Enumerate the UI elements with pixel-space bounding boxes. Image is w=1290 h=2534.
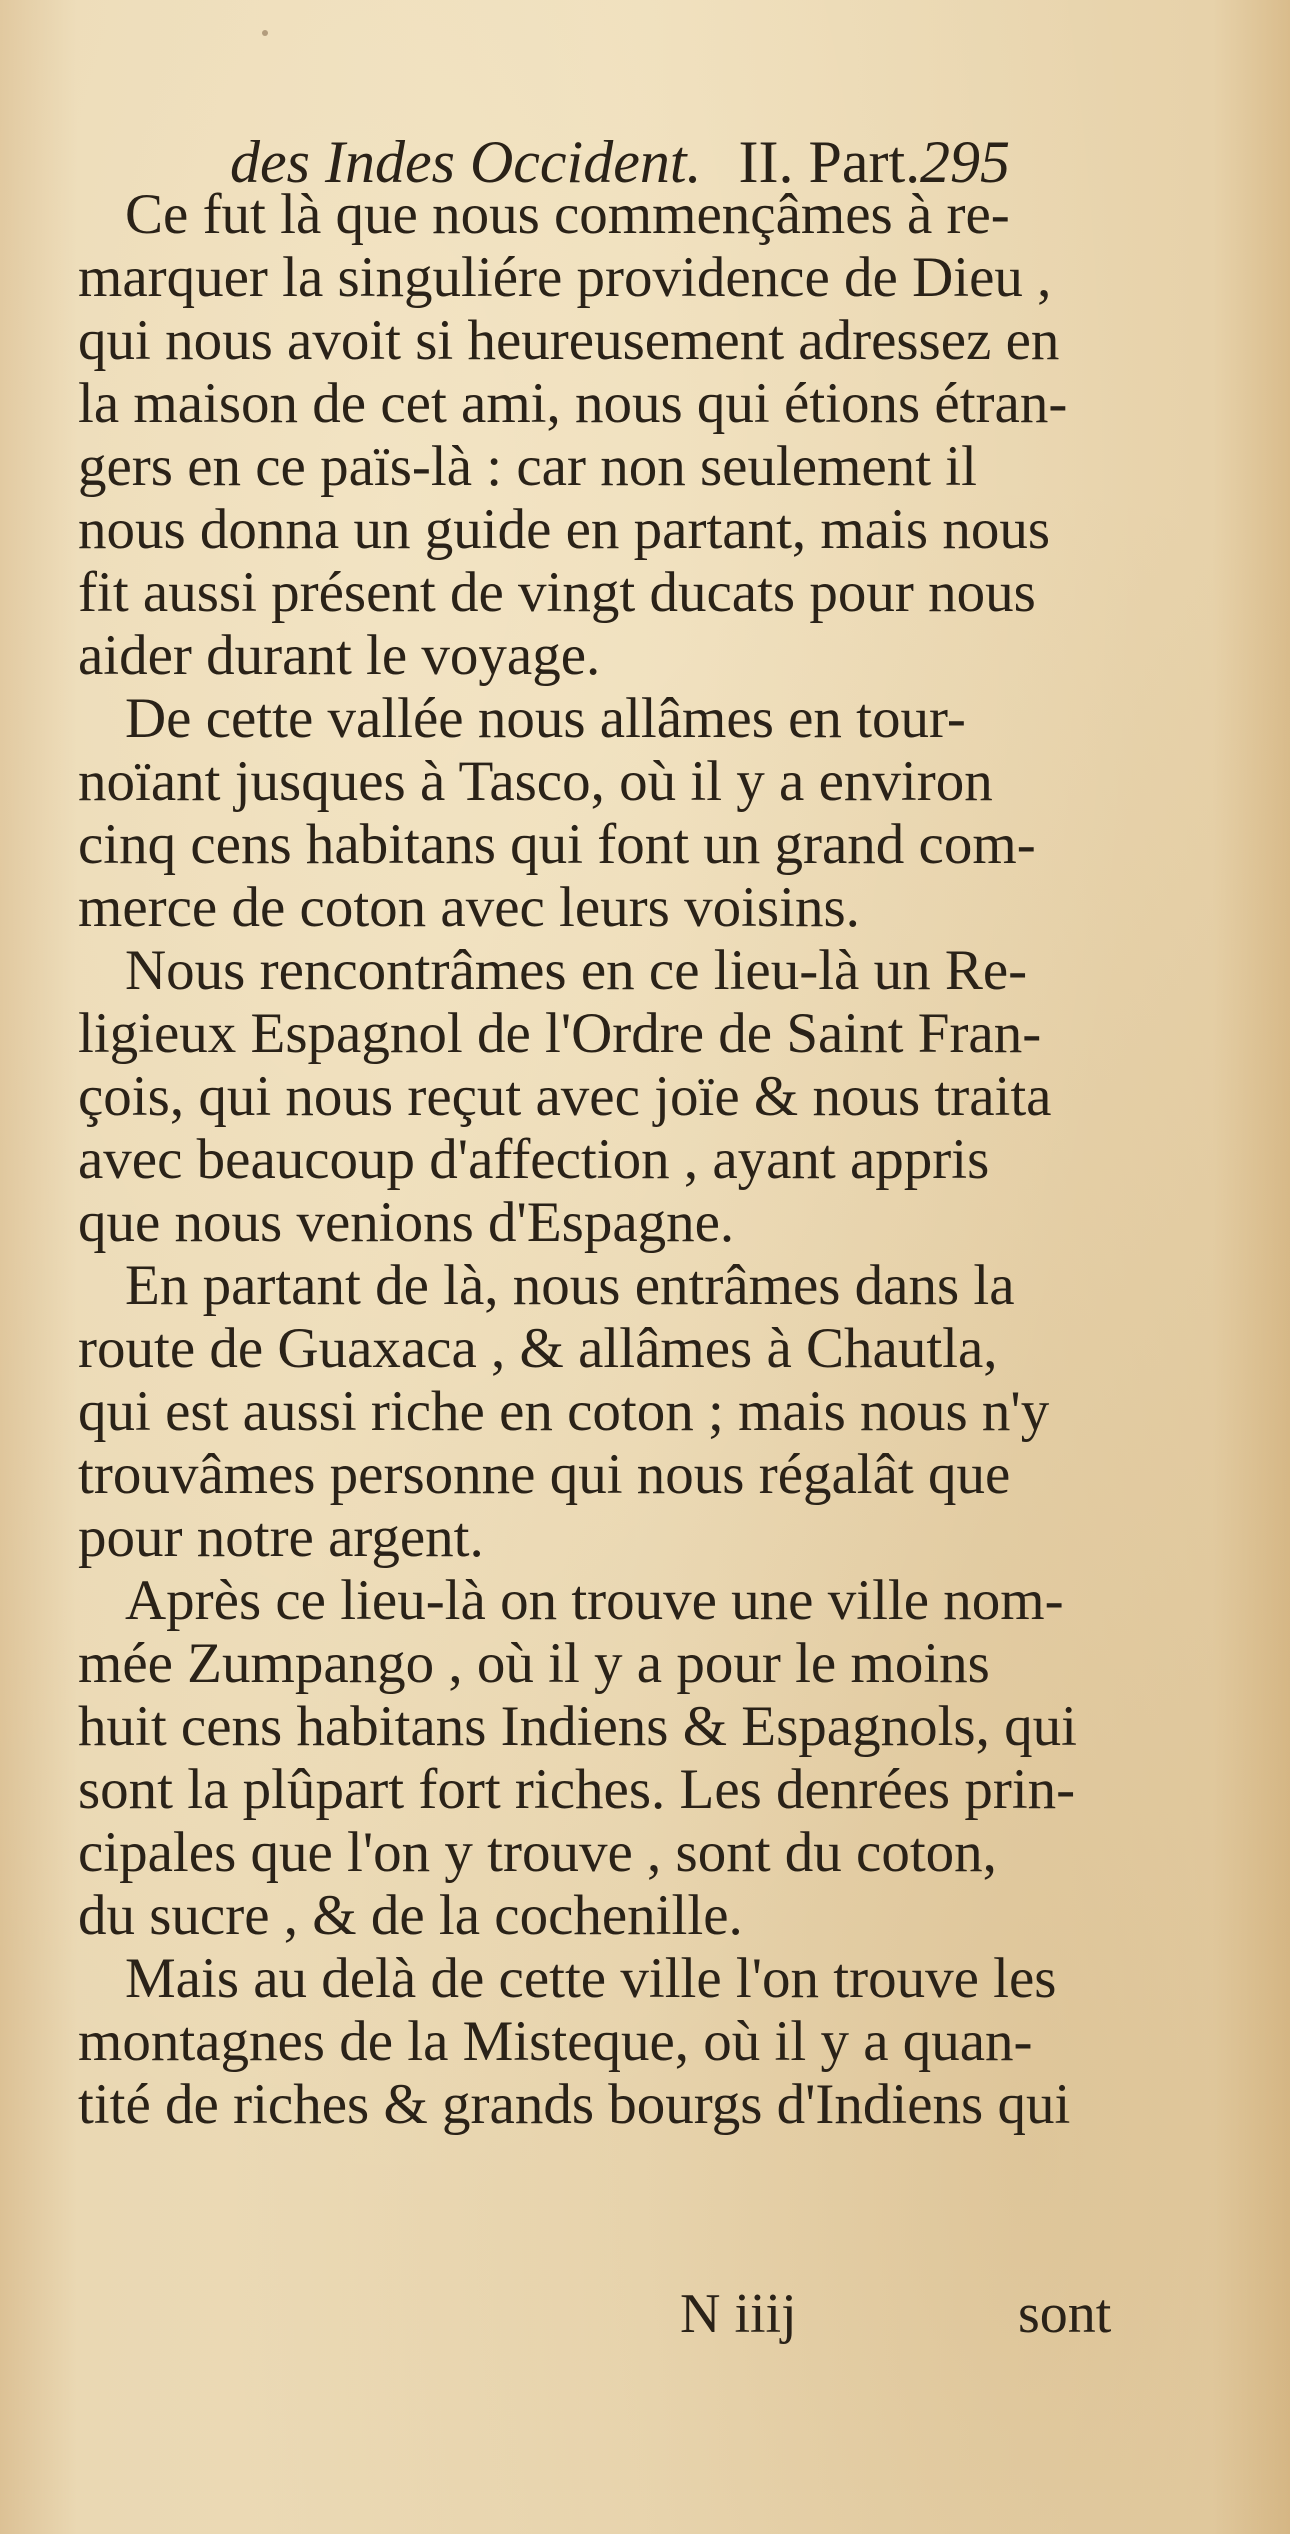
text-line: fit aussi présent de vingt ducats pour nous [78, 561, 1036, 624]
text-line: Mais au delà de cette ville l'on trouve les [125, 1947, 1057, 2010]
text-line: ligieux Espagnol de l'Ordre de Saint Fran- [78, 1002, 1042, 1065]
text-line: route de Guaxaca , & allâmes à Chautla, [78, 1317, 998, 1380]
text-line: huit cens habitans Indiens & Espagnols, qui [78, 1695, 1077, 1758]
text-line: Ce fut là que nous commençâmes à re- [125, 183, 1010, 246]
text-line: En partant de là, nous entrâmes dans la [125, 1254, 1015, 1317]
text-line: que nous venions d'Espagne. [78, 1191, 735, 1254]
text-line: la maison de cet ami, nous qui étions étran- [78, 372, 1068, 435]
header-title: des Indes Occident. [230, 129, 702, 195]
text-line: du sucre , & de la cochenille. [78, 1884, 743, 1947]
text-line: Après ce lieu-là on trouve une ville nom- [125, 1569, 1064, 1632]
text-line: tité de riches & grands bourgs d'Indiens qui [78, 2073, 1071, 2136]
header-part: II. Part. [738, 129, 921, 195]
text-line: De cette vallée nous allâmes en tour- [125, 687, 966, 750]
text-line: Nous rencontrâmes en ce lieu-là un Re- [125, 939, 1028, 1002]
text-line: noïant jusques à Tasco, où il y a environ [78, 750, 993, 813]
text-line: merce de coton avec leurs voisins. [78, 876, 860, 939]
text-line: avec beaucoup d'affection , ayant appris [78, 1128, 990, 1191]
text-line: cipales que l'on y trouve , sont du coton, [78, 1821, 997, 1884]
signature-mark: N iiij [680, 2283, 797, 2345]
ink-speck [262, 30, 268, 36]
text-line: sont la plûpart fort riches. Les denrées prin- [78, 1758, 1076, 1821]
text-line: marquer la singuliére providence de Dieu , [78, 246, 1052, 309]
text-line: trouvâmes personne qui nous régalât que [78, 1443, 1011, 1506]
text-line: qui est aussi riche en coton ; mais nous n'y [78, 1380, 1050, 1443]
text-line: pour notre argent. [78, 1506, 484, 1569]
text-line: gers en ce païs-là : car non seulement il [78, 435, 977, 498]
text-line: cinq cens habitans qui font un grand com- [78, 813, 1036, 876]
text-line: qui nous avoit si heureusement adressez en [78, 309, 1060, 372]
text-line: nous donna un guide en partant, mais nous [78, 498, 1051, 561]
text-line: montagnes de la Misteque, où il y a quan- [78, 2010, 1033, 2073]
text-line: çois, qui nous reçut avec joïe & nous traita [78, 1065, 1052, 1128]
text-line: aider durant le voyage. [78, 624, 601, 687]
text-line: mée Zumpango , où il y a pour le moins [78, 1632, 990, 1695]
catchword: sont [1018, 2283, 1112, 2345]
page-number: 295 [920, 129, 1010, 195]
